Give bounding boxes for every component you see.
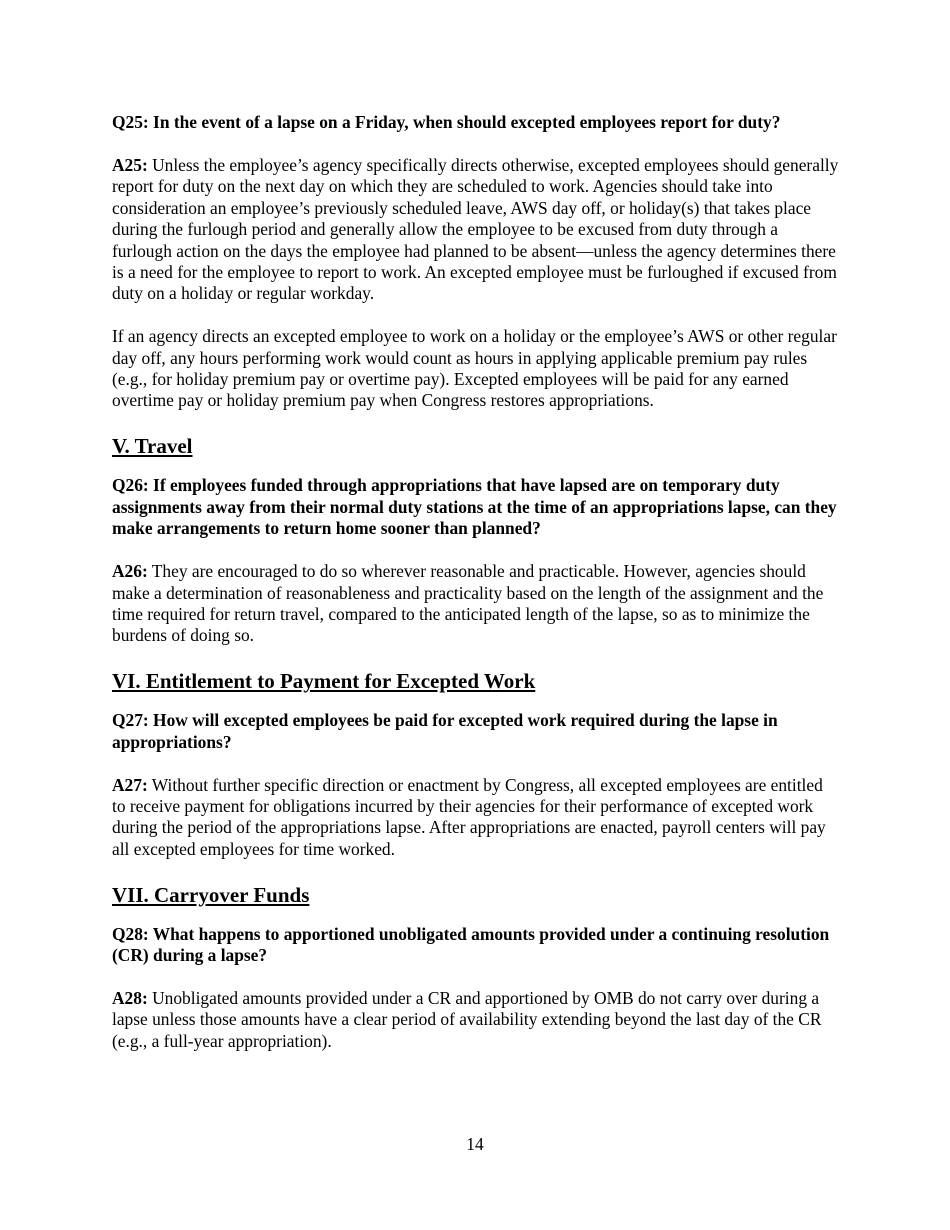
question-q26: Q26: If employees funded through appropriations that have lapsed are on temporary duty assignments away from their normal duty stations at the time of an appropriations lapse, can they make arrangements to return home sooner than planned? xyxy=(112,475,837,539)
document-page xyxy=(112,112,840,1074)
question-q25: Q25: In the event of a lapse on a Friday, when should excepted employees report for duty? xyxy=(112,112,781,132)
answer-a27-text: Without further specific direction or enactment by Congress, all excepted employees are entitled to receive payment for obligations incurred by their agencies for their performance of excepted work during the period of the appropriations lapse. After appropriations are enacted, payroll centers will pay all excepted employees for time worked. xyxy=(112,774,826,859)
answer-a25 xyxy=(112,155,840,305)
answer-a25-label: A25: xyxy=(112,154,148,175)
answer-a25-paragraph-2: If an agency directs an excepted employee to work on a holiday or the employee’s AWS or other regular day off, any hours performing work would count as hours in applying applicable premium pay rules (e.g., for holiday premium pay or overtime pay). Excepted employees will be paid for any earned overtime pay or holiday premium pay when Congress restores appropriations. xyxy=(112,326,837,411)
answer-a25-text: Unless the employee’s agency specifically directs otherwise, excepted employees should generally report for duty on the next day on which they are scheduled to work. Agencies should take into consideration an employee’s previously scheduled leave, AWS day off, or holiday(s) that takes place during the furlough period and generally allow the employee to be excused from duty through a furlough action on the days the employee had planned to be absent—unless the agency determines there is a need for the employee to report to work. An excepted employee must be furloughed if excused from duty on a holiday or regular workday. xyxy=(112,154,839,304)
section-heading-entitlement: VI. Entitlement to Payment for Excepted Work xyxy=(112,669,536,694)
page-number: 14 xyxy=(466,1134,484,1154)
section-heading-travel: V. Travel xyxy=(112,434,193,459)
question-q27: Q27: How will excepted employees be paid for excepted work required during the lapse in appropriations? xyxy=(112,710,778,752)
answer-a27 xyxy=(112,775,840,861)
answer-a28-label: A28: xyxy=(112,987,148,1008)
answer-a27-label: A27: xyxy=(112,774,148,795)
answer-a26 xyxy=(112,561,840,647)
answer-a26-label: A26: xyxy=(112,561,148,582)
answer-a28-text: Unobligated amounts provided under a CR and apportioned by OMB do not carry over during a lapse unless those amounts have a clear period of availability extending beyond the last day of the CR (e.g., a full-year appropriation). xyxy=(112,987,822,1051)
section-heading-carryover: VII. Carryover Funds xyxy=(112,882,310,907)
answer-a26-text: They are encouraged to do so wherever reasonable and practicable. However, agencies should make a determination of reasonableness and practicality based on the length of the assignment and the time required for return travel, compared to the anticipated length of the lapse, so as to minimize the burdens of doing so. xyxy=(112,561,824,646)
answer-a28 xyxy=(112,988,840,1052)
question-q28: Q28: What happens to apportioned unobligated amounts provided under a continuing resolution (CR) during a lapse? xyxy=(112,923,830,966)
